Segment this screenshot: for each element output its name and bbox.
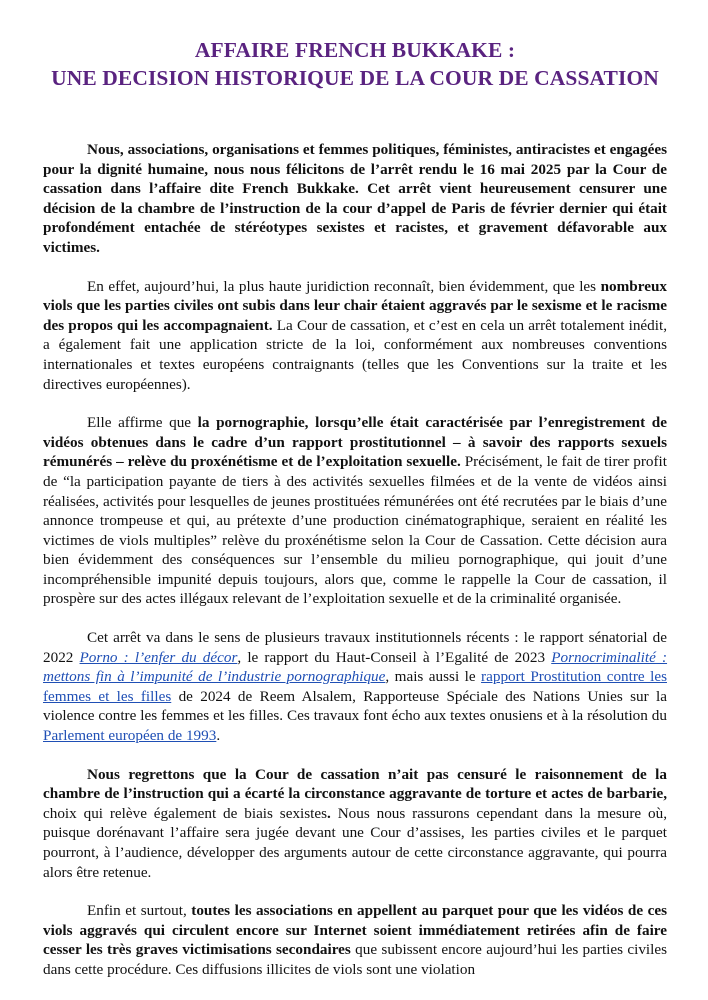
p2-text-2: La Cour de cassation, et c’est en cela un arrêt totalement inédit, a également fait une application stricte de la loi, conformément aux nombreuses conventions internationales et textes européens contraignants (telles que les Conventions sur la traite et les directives européennes).	[43, 316, 668, 393]
paragraph-1	[43, 140, 667, 258]
p5-text-2: Nous nous rassurons cependant dans la mesure où, puisque dorénavant l’affaire sera jugée devant une Cour d’assises, les parties civiles et le parquet pourront, à l’audience, développer des arguments autour de cette circonstance aggravante, qui pourra alors être retenue.	[43, 804, 667, 881]
title-line-1: AFFAIRE FRENCH BUKKAKE :	[194, 38, 516, 62]
p4-text-2: , le rapport du Haut-Conseil à l’Egalité de 2023	[237, 648, 552, 666]
paragraph-3	[43, 413, 667, 609]
p3-bold-1: la pornographie, lorsqu’elle était caractérisée par l’enregistrement de vidéos obtenues dans le cadre d’un rapport prostitutionnel – à savoir des rapports sexuels rémunérés – relève du proxénétisme et de l’exploitation sexuelle.	[43, 414, 667, 471]
page-title	[43, 36, 667, 92]
paragraph-4	[43, 628, 667, 746]
p2-text-1: En effet, aujourd’hui, la plus haute juridiction reconnaît, bien évidemment, que les	[87, 277, 601, 295]
link-pornocriminalite[interactable]: Pornocriminalité : mettons fin à l’impunité de l’industrie pornographique	[43, 648, 668, 686]
paragraph-5	[43, 765, 667, 883]
paragraph-6	[43, 901, 667, 979]
link-rapport-prostitution[interactable]: rapport Prostitution contre les femmes et les filles	[43, 668, 667, 705]
link-porno-enfer-du-decor[interactable]: Porno : l’enfer du décor	[79, 648, 238, 666]
p5-text-1: choix qui relève également de biais sexistes	[43, 804, 328, 822]
p4-text-5: .	[216, 727, 221, 745]
p2-bold-1: nombreux viols que les parties civiles ont subis dans leur chair étaient aggravés par le sexisme et le racisme des propos qui les accompagnaient.	[43, 277, 667, 334]
p4-text-4: de 2024 de Reem Alsalem, Rapporteuse Spéciale des Nations Unies sur la violence contre les femmes et les filles. Ces travaux font écho aux textes onusiens et à la résolution du	[43, 687, 667, 725]
title-line-2: UNE DECISION HISTORIQUE DE LA COUR DE CASSATION	[51, 66, 659, 90]
p5-bold-2: .	[327, 804, 331, 822]
p1-bold: Nous, associations, organisations et femmes politiques, féministes, antiracistes et engagées pour la dignité humaine, nous nous félicitons de l’arrêt rendu le 16 mai 2025 par la Cour de cassation dans l’affaire dite French Bukkake. Cet arrêt vient heureusement censurer une décision de la chambre de l’instruction de la cour d’appel de Paris de février dernier qui était profondément entachée de stéréotypes sexistes et racistes, et gravement défavorable aux victimes.	[43, 141, 667, 256]
p5-bold-1: Nous regrettons que la Cour de cassation n’ait pas censuré le raisonnement de la chambre de l’instruction qui a écarté la circonstance aggravante de torture et actes de barbarie,	[43, 765, 667, 803]
paragraph-2	[43, 277, 667, 395]
p4-text-3: , mais aussi le	[385, 668, 482, 686]
p6-text-2: que subissent encore aujourd’hui les parties civiles dans cette procédure. Ces diffusions illicites de viols sont une violation	[43, 941, 668, 978]
p6-bold-1: toutes les associations en appellent au parquet pour que les vidéos de ces viols aggravés qui circulent encore sur Internet soient immédiatement retirées afin de faire cesser les très graves victimisations secondaires	[43, 902, 667, 959]
p3-text-1: Elle affirme que	[87, 414, 198, 432]
p6-text-1: Enfin et surtout,	[87, 902, 192, 920]
p3-text-2: Précisément, le fait de tirer profit de “la participation payante de tiers à des activités sexuelles filmées et de la vente de vidéos ainsi réalisées, activités pour lesquelles de jeunes prostituées rémunérées ont été recrutées par le biais d’une annonce trompeuse et qui, au prétexte d’une production cinématographique, seraient en réalité les victimes de viols multiples” relève du proxénétisme selon la Cour de Cassation. Cette décision aura bien évidemment des conséquences sur l’ensemble du milieu pornographique, qui jouit d’une incompréhensible impunité depuis toujours, alors que, comme le rappelle la Cour de cassation, il prospère sur des actes illégaux relevant de l’exploitation sexuelle et de la criminalité organisée.	[43, 453, 667, 608]
link-parlement-europeen-1993[interactable]: Parlement européen de 1993	[43, 727, 217, 745]
p4-text-1: Cet arrêt va dans le sens de plusieurs travaux institutionnels récents : le rapport sénatorial de 2022	[43, 629, 667, 666]
